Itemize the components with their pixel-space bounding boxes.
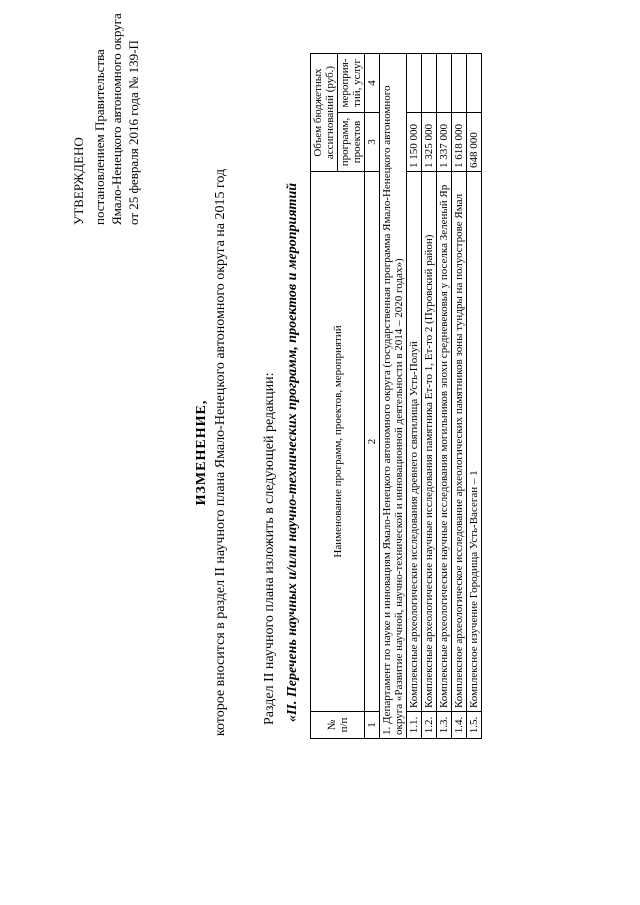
table-row <box>437 54 452 739</box>
row-num: 1.1. <box>407 712 422 739</box>
department-name: 1. Департамент по науке и инновациям Ямало-Ненецкого автономного округа (государственная программа Ямало-Ненецкого автономного округа «Развитие научной, научно-технической и инновационной деятельности в 2014 – 2020 годах») <box>380 54 407 739</box>
column-number: 1 <box>365 712 380 739</box>
row-name: Комплексные археологические исследования древнего святилища Усть-Полуй <box>407 172 422 712</box>
approval-line-2: Ямало-Ненецкого автономного округа <box>109 13 124 225</box>
row-name: Комплексное археологическое исследование археологических памятников зоны тундры на полуострове Ямал <box>452 172 467 712</box>
approval-line-3: от 25 февраля 2016 года № 139-П <box>126 40 141 225</box>
approval-line-1: постановлением Правительства <box>92 49 107 225</box>
document-title: ИЗМЕНЕНИЕ, <box>194 399 209 506</box>
row-name: Комплексное изучение Городища Усть-Васеган – 1 <box>467 172 482 712</box>
approval-title: УТВЕРЖДЕНО <box>71 137 86 225</box>
row-num: 1.3. <box>437 712 452 739</box>
row-name: Комплексные археологические научные исследования памятника Ет-то 1, Ет-то 2 (Пуровский район) <box>422 172 437 712</box>
table-row <box>407 54 422 739</box>
department-row <box>380 54 407 739</box>
row-programs: 1 618 000 <box>452 113 467 172</box>
row-num: 1.4. <box>452 712 467 739</box>
row-events <box>452 54 467 113</box>
header-name: Наименование программ, проектов, мероприятий <box>311 172 365 712</box>
programs-table <box>310 53 482 739</box>
column-number: 4 <box>365 54 380 113</box>
section-title: «II. Перечень научных и/или научно-технических программ, проектов и мероприятий <box>285 182 300 723</box>
intro-text: Раздел II научного плана изложить в следующей редакции: <box>262 372 277 725</box>
table-row <box>422 54 437 739</box>
table-row <box>452 54 467 739</box>
column-number: 2 <box>365 172 380 712</box>
column-number: 3 <box>365 113 380 172</box>
header-events: мероприя-тий, услуг <box>338 54 365 113</box>
row-programs: 1 337 000 <box>437 113 452 172</box>
table-row <box>467 54 482 739</box>
header-programs: программ, проектов <box>338 113 365 172</box>
row-programs: 1 325 000 <box>422 113 437 172</box>
row-events <box>437 54 452 113</box>
document-subtitle: которое вносится в раздел II научного плана Ямало-Ненецкого автономного округа на 2015 год <box>213 168 228 737</box>
row-events <box>407 54 422 113</box>
header-budget: Объем бюджетных ассигнований (руб.) <box>311 54 338 172</box>
approval-stamp <box>70 0 142 225</box>
row-programs: 648 000 <box>467 113 482 172</box>
row-events <box>467 54 482 113</box>
row-num: 1.5. <box>467 712 482 739</box>
row-events <box>422 54 437 113</box>
row-name: Комплексные археологические научные исследования могильников эпохи средневековья у поселка Зеленый Яр <box>437 172 452 712</box>
header-num: № п/п <box>311 712 365 739</box>
row-num: 1.2. <box>422 712 437 739</box>
row-programs: 1 150 000 <box>407 113 422 172</box>
